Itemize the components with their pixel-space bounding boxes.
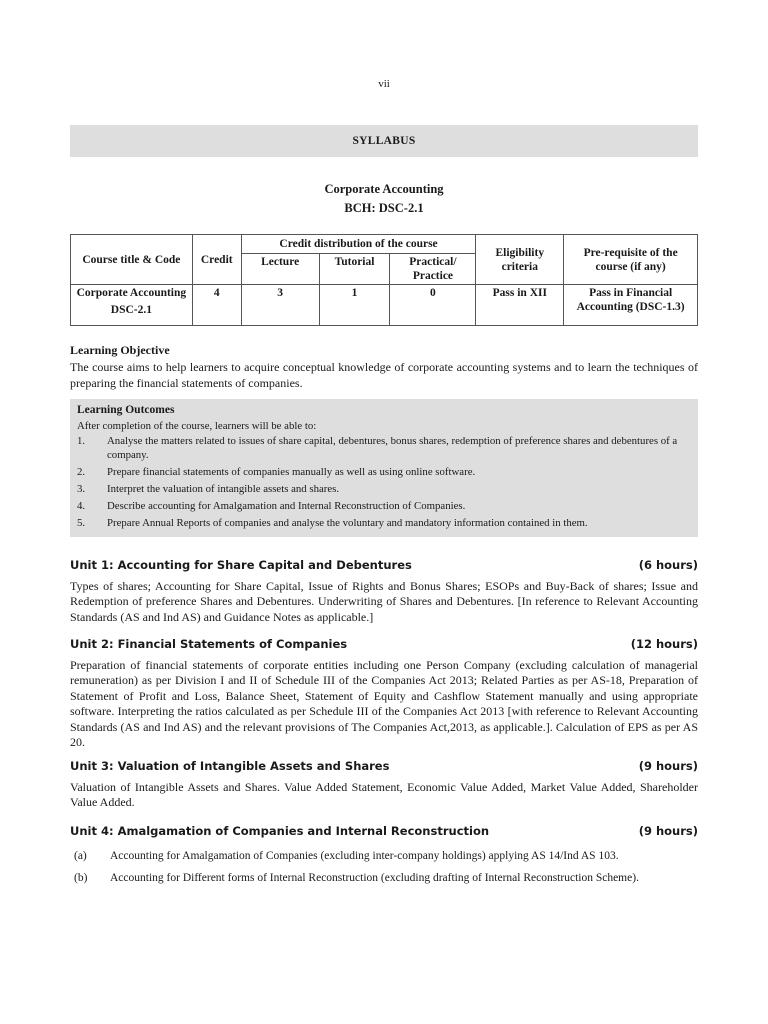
list-item: 5. Prepare Annual Reports of companies and analyse the voluntary and mandatory information contained in them. [77,517,588,529]
unit-hours: (9 hours) [638,824,698,838]
unit-1-heading [70,558,698,572]
course-name: Corporate Accounting [324,182,444,196]
cell-credit: 4 [192,285,241,326]
unit-1-body: Types of shares; Accounting for Share Capital, Issue of Rights and Bonus Shares; ESOPs and Buy-Back of shares; Issue and Redemption of preference Shares and Debentures. Underwriting of Shares and Debentures. [In reference to Relevant Accounting Standards (AS and Ind AS) and Guidance Notes as applicable.] [70,579,698,624]
header-tutorial: Tutorial [319,254,390,285]
unit-hours: (6 hours) [638,558,698,572]
cell-eligibility: Pass in XII [476,285,564,326]
unit-4-heading [70,824,698,838]
course-code: BCH: DSC-2.1 [344,201,424,215]
header-credit-distribution: Credit distribution of the course [241,235,476,254]
learning-outcomes-box [70,399,698,537]
page-number: vii [378,78,390,90]
learning-outcomes-intro: After completion of the course, learners will be able to: [77,420,317,432]
unit-title: Unit 1: Accounting for Share Capital and Debentures [70,558,412,572]
unit-2-body: Preparation of financial statements of corporate entities including one Person Company (excluding calculation of managerial remuneration) as per Division I and II of Schedule III of the Companies Act 2013; Related Parties as per AS-18, Preparation of Statement of Profit and Loss, Balance Sheet, Statement of Equity and Cashflow Statement manually and using appropriate software. Interpreting the ratios calculated as per Schedule III of the Companies Act 2013 [with reference to Relevant Accounting Standards (AS and Ind AS) and the relevant provisions of The Companies Act,2013, as applicable.]. Calculation of EPS as per AS 20. [70,658,698,750]
cell-prerequisite: Pass in Financial Accounting (DSC-1.3) [564,285,698,326]
unit-2-heading [70,637,698,651]
unit-title: Unit 4: Amalgamation of Companies and Internal Reconstruction [70,824,490,838]
header-eligibility: Eligibility criteria [476,235,564,285]
learning-outcomes-title: Learning Outcomes [77,404,175,416]
list-item: (b) Accounting for Different forms of Internal Reconstruction (excluding drafting of Internal Reconstruction Scheme). [74,872,639,884]
header-credit: Credit [192,235,241,285]
learning-objective-text: The course aims to help learners to acquire conceptual knowledge of corporate accounting systems and to learn the techniques of preparing the financial statements of companies. [70,360,698,390]
unit-4-list [70,849,698,893]
learning-objective-title: Learning Objective [70,343,170,357]
list-item: 2. Prepare financial statements of companies manually as well as using online software. [77,466,476,478]
list-item: 1. Analyse the matters related to issues of share capital, debentures, bonus shares, redemption of preference shares and debentures of a company. [77,435,678,461]
credit-distribution-table [70,234,698,326]
learning-outcomes-list [77,434,691,530]
syllabus-heading: SYLLABUS [352,135,416,147]
syllabus-heading-bar [70,125,698,157]
list-item: (a) Accounting for Amalgamation of Companies (excluding inter-company holdings) applying AS 14/Ind AS 103. [74,850,619,862]
unit-hours: (9 hours) [638,759,698,773]
list-item: 3. Interpret the valuation of intangible assets and shares. [77,483,340,495]
cell-practical: 0 [390,285,476,326]
unit-3-body: Valuation of Intangible Assets and Shares. Value Added Statement, Economic Value Added, Market Value Added, Shareholder Value Added. [70,780,698,810]
unit-3-heading [70,759,698,773]
cell-lecture: 3 [241,285,319,326]
header-practical: Practical/ Practice [390,254,476,285]
unit-title: Unit 2: Financial Statements of Companies [70,637,348,651]
unit-hours: (12 hours) [630,637,698,651]
unit-title: Unit 3: Valuation of Intangible Assets and Shares [70,759,390,773]
list-item: 4. Describe accounting for Amalgamation and Internal Reconstruction of Companies. [77,500,466,512]
cell-tutorial: 1 [319,285,390,326]
header-prerequisite: Pre-requisite of the course (if any) [564,235,698,285]
cell-course-title: Corporate Accounting DSC-2.1 [71,285,193,326]
course-title-block [0,180,768,218]
header-lecture: Lecture [241,254,319,285]
table-row [71,285,698,326]
header-course-title: Course title & Code [71,235,193,285]
